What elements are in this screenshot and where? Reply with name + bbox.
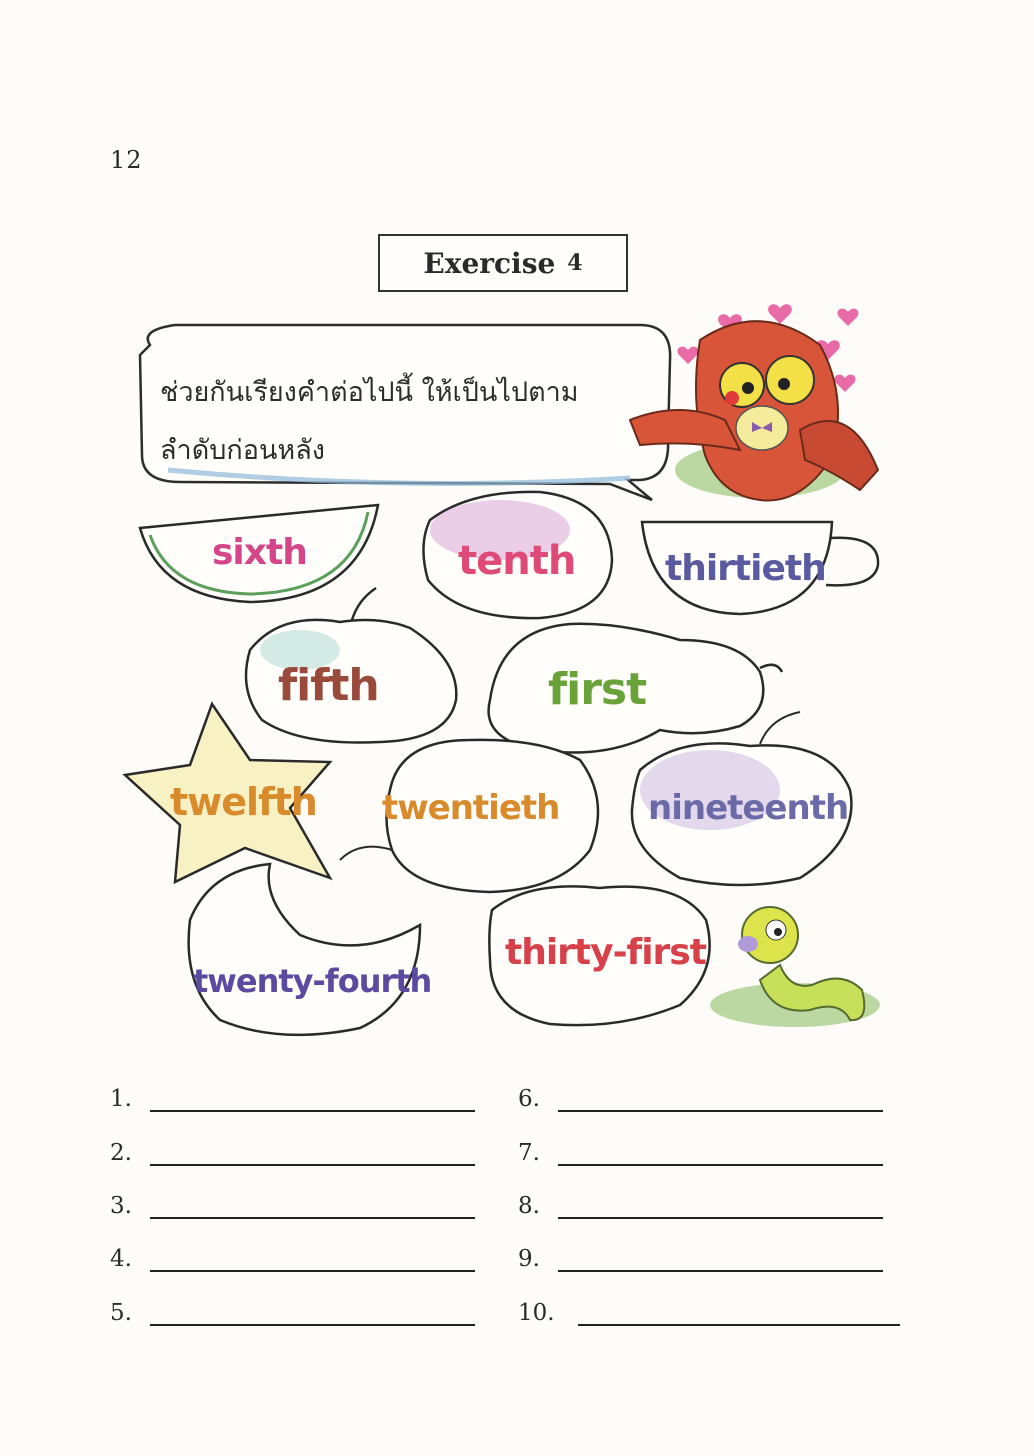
word-sixth: sixth	[212, 532, 307, 573]
answer-number: 4.	[110, 1246, 132, 1272]
instruction-line-2: ลำดับก่อนหลัง	[160, 435, 325, 466]
word-tenth: tenth	[458, 538, 576, 584]
answer-line[interactable]	[150, 1197, 475, 1219]
answer-row	[518, 1246, 883, 1272]
answer-line[interactable]	[578, 1304, 900, 1326]
word-thirtieth: thirtieth	[665, 548, 826, 589]
answer-number: 8.	[518, 1193, 540, 1219]
answer-line[interactable]	[558, 1250, 883, 1272]
answer-row	[518, 1300, 900, 1326]
moon-shape	[189, 864, 420, 1035]
answer-row	[110, 1246, 475, 1272]
word-twenty-fourth: twenty-fourth	[193, 962, 432, 1000]
answer-number: 2.	[110, 1140, 132, 1166]
answer-number: 3.	[110, 1193, 132, 1219]
exercise-label: Exercise	[423, 246, 556, 280]
answer-row	[518, 1193, 883, 1219]
word-twentieth: twentieth	[382, 788, 560, 828]
worm-illustration	[710, 907, 880, 1027]
answer-line[interactable]	[558, 1144, 883, 1166]
answer-row	[518, 1086, 883, 1112]
answer-line[interactable]	[150, 1090, 475, 1112]
answer-row	[110, 1193, 475, 1219]
instruction-line-1: ช่วยกันเรียงคำต่อไปนี้ ให้เป็นไปตาม	[160, 377, 579, 408]
answer-line[interactable]	[558, 1197, 883, 1219]
answer-number: 7.	[518, 1140, 540, 1166]
answer-number: 10.	[518, 1300, 555, 1326]
answer-row	[518, 1140, 883, 1166]
word-first: first	[548, 664, 647, 715]
page-number: 12	[110, 146, 143, 174]
answer-line[interactable]	[150, 1304, 475, 1326]
answer-line[interactable]	[150, 1144, 475, 1166]
answer-number: 5.	[110, 1300, 132, 1326]
answer-line[interactable]	[558, 1090, 883, 1112]
instruction-text	[160, 364, 680, 480]
exercise-number: 4	[567, 250, 583, 276]
answer-line[interactable]	[150, 1250, 475, 1272]
word-nineteenth: nineteenth	[648, 788, 849, 828]
answer-row	[110, 1140, 475, 1166]
word-thirty-first: thirty-first	[505, 932, 706, 973]
answer-row	[110, 1086, 475, 1112]
answer-number: 9.	[518, 1246, 540, 1272]
answer-row	[110, 1300, 475, 1326]
answer-number: 6.	[518, 1086, 540, 1112]
word-twelfth: twelfth	[170, 780, 317, 824]
word-fifth: fifth	[278, 660, 379, 711]
answer-number: 1.	[110, 1086, 132, 1112]
